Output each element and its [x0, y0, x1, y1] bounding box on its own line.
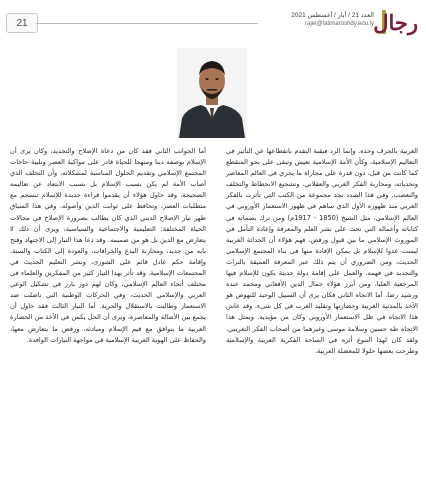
article-column-left [10, 146, 206, 346]
article-paragraph: أما الجوانب الثاني فقد كان من دعاة الإصلاح والتجديد، وكان يرى أن الإسلام بوصفه دينا ومنهجا للحياة قادر على مواكبة العصر وتلبية حاجات المجتمع الإسلامي وتقديم الحلول المناسبة لمشكلاته، وأن التخلف الذي أصاب الأمة لم يكن بسبب الإسلام بل بسبب الابتعاد عن تعاليمه الصحيحة، وقد حاول هؤلاء أن يقدموا قراءة جديدة للإسلام تنسجم مع متطلبات العصر، وتحافظ على ثوابت الدين وأصوله. وفي هذا السياق ظهر تيار الإصلاح الديني الذي كان يطالب بضرورة الإصلاح في مجالات الحياة المختلفة: التعليمية والاجتماعية والسياسية، ويرى أن ذلك لا يتعارض مع الدين بل هو من صميمه. وقد دعا هذا التيار إلى الاجتهاد وفتح بابه من جديد، ومحاربة البدع والخرافات، والعودة إلى الكتاب والسنة، وإقامة حكم عادل قائم على الشورى، ونشر التعليم الحديث في المجتمعات الإسلامية. وقد تأثر بهذا التيار كثير من المفكرين والعلماء في مختلف أنحاء العالم الإسلامي، وكان لهم دور بارز في تشكيل الوعي العربي والإسلامي الحديث، وفي الحركات الوطنية التي ناضلت ضد الاستعمار وطالبت بالاستقلال والحرية. أما التيار الثالث فقد حاول أن يجمع بين الأصالة والمعاصرة، ويرى أن الحل يكمن في الأخذ من الحضارة الغربية ما يتوافق مع قيم الإسلام ومبادئه، ورفض ما يتعارض معها، والحفاظ على الهوية العربية الإسلامية في مواجهة التيارات الوافدة. [10, 147, 206, 344]
logo-text: رجال [373, 10, 418, 35]
author-photo [177, 48, 247, 138]
issue-email[interactable]: rajel@fatimaroshdy.edu.ly [304, 21, 374, 27]
issue-info [254, 12, 374, 28]
header-divider [36, 23, 258, 24]
page-number: 21 [6, 13, 38, 33]
magazine-logo [373, 6, 418, 38]
article-paragraph: الغربية بالجرف وحده. وإنما الرد فيقبة التقدم بانقطاعها عن التأثير في التعاليم الإسلامية، وكأن الأمة الإسلامية تعيش وتبقى على نحو المنقطع كما كانت من قبل، دون قدرة على مجاراة ما يجري في العالم المعاصر وتحدياته، ومحاربة الفكر الغربي والعقلاني. وتشجيع الانحطاط والتخلف والتعصب. وفي هذا الصدد نجد مجموعة من الكتب التي تأثرت بالفكر الغربي منذ ظهوره الأول الذي ساهم في ظهور الاستعمار الأوروبي في العالم الإسلامي، مثل الشيخ (1850 - 1917م) ومن ترك بصماته في كتاباته وأعماله التي تحث على نشر العلم والمعرفة وإعادة التأمل في الموروث الإسلامي ما بين قبول ورفض. فهم هؤلاء أن الحداثة الغربية ليست عدوا للإسلام بل يمكن الإفادة منها في بناء المجتمع الإسلامي الحديث، ومن الضروري أن يتم ذلك عبر المعرفة العميقة بالتراث والتجديد في فهمه. والعمل على إقامة دولة حديثة يكون للإسلام فيها المرجعية العليا، ومن أبرز هؤلاء جمال الدين الأفغاني ومحمد عبده ورشيد رضا. أما الاتجاه الثاني فكان يرى أن السبيل الوحيد للنهوض هو الأخذ بالمدنية الغربية وحضارتها وتقليد الغرب في كل شيء. وقد عاش هذا الاتجاه في ظل الاستعمار الأوروبي وكان من مؤيديه. ويمثل هذا الاتجاه طه حسين وسلامة موسى وغيرهما من أصحاب الفكر التغريبي. ولقد كان لهذا التنوع أثره في الساحة الفكرية العربية والإسلامية وطرحت بعضها حلولا للمعضلة العربية. [226, 147, 419, 355]
author-portrait-image [177, 48, 247, 138]
page-header [0, 0, 426, 38]
issue-line: العدد 21 / أيار / أغسطس 2021 [291, 12, 374, 19]
article-column-right [226, 146, 418, 357]
